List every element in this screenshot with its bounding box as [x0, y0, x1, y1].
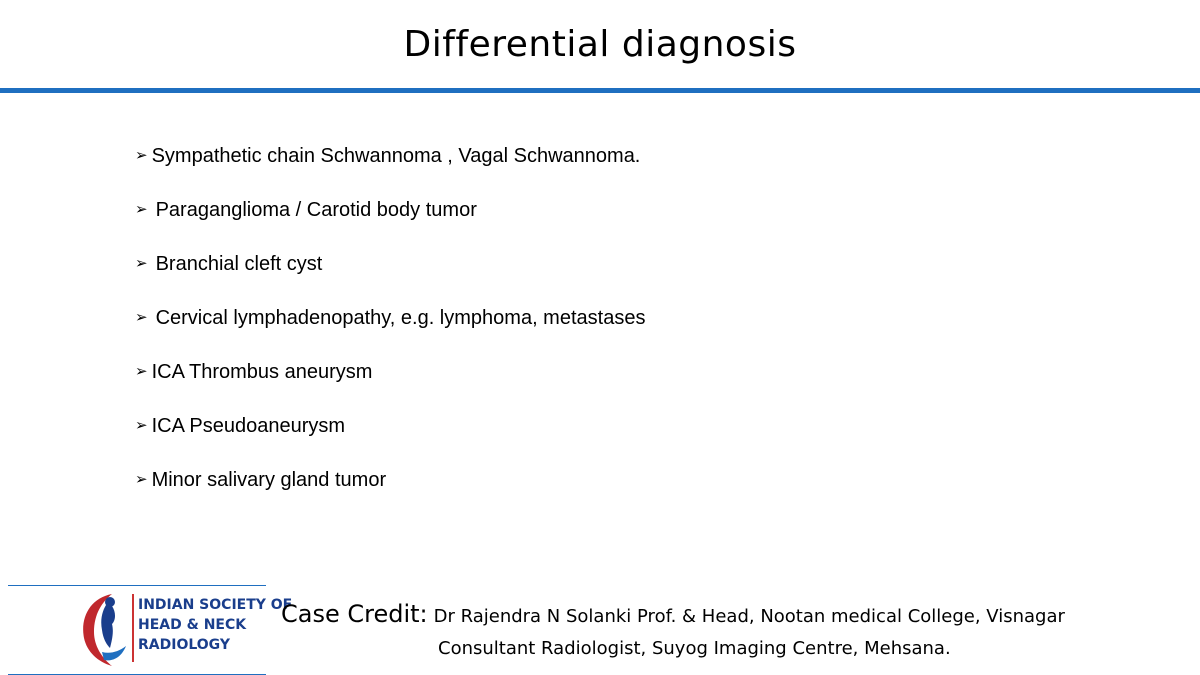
logo-line: HEAD & NECK	[138, 617, 247, 633]
list-item	[135, 305, 645, 359]
society-logo	[8, 585, 293, 675]
logo-divider	[132, 594, 134, 662]
list-item	[135, 467, 645, 521]
title-underline	[0, 88, 1200, 93]
case-credit	[281, 600, 1065, 659]
list-item-text: ICA Pseudoaneurysm	[151, 415, 346, 437]
case-credit-label: Case Credit:	[281, 600, 428, 628]
list-item	[135, 197, 645, 251]
list-item-text: Cervical lymphadenopathy, e.g. lymphoma, metastases	[155, 307, 646, 329]
bullet-list	[135, 143, 645, 521]
list-item	[135, 251, 645, 305]
arrowhead-bullet-icon: ➢	[135, 255, 148, 272]
list-item	[135, 413, 645, 467]
list-item-text: Branchial cleft cyst	[155, 253, 323, 275]
list-item-text: Minor salivary gland tumor	[151, 469, 387, 491]
list-item-text: Paraganglioma / Carotid body tumor	[155, 199, 477, 221]
list-item	[135, 359, 645, 413]
ishnr-logo-icon	[72, 588, 132, 670]
case-credit-line-1: Dr Rajendra N Solanki Prof. & Head, Nootan medical College, Visnagar	[433, 606, 1065, 627]
case-credit-line-2: Consultant Radiologist, Suyog Imaging Centre, Mehsana.	[438, 638, 951, 659]
arrowhead-bullet-icon: ➢	[135, 147, 148, 164]
list-item	[135, 143, 645, 197]
list-item-text: Sympathetic chain Schwannoma , Vagal Schwannoma.	[151, 145, 641, 167]
arrowhead-bullet-icon: ➢	[135, 417, 148, 434]
arrowhead-bullet-icon: ➢	[135, 363, 148, 380]
list-item-text: ICA Thrombus aneurysm	[151, 361, 373, 383]
arrowhead-bullet-icon: ➢	[135, 309, 148, 326]
arrowhead-bullet-icon: ➢	[135, 201, 148, 218]
logo-text	[138, 595, 292, 655]
logo-line: INDIAN SOCIETY OF	[138, 597, 293, 613]
arrowhead-bullet-icon: ➢	[135, 471, 148, 488]
logo-line: RADIOLOGY	[138, 637, 230, 653]
slide-title: Differential diagnosis	[403, 24, 797, 65]
